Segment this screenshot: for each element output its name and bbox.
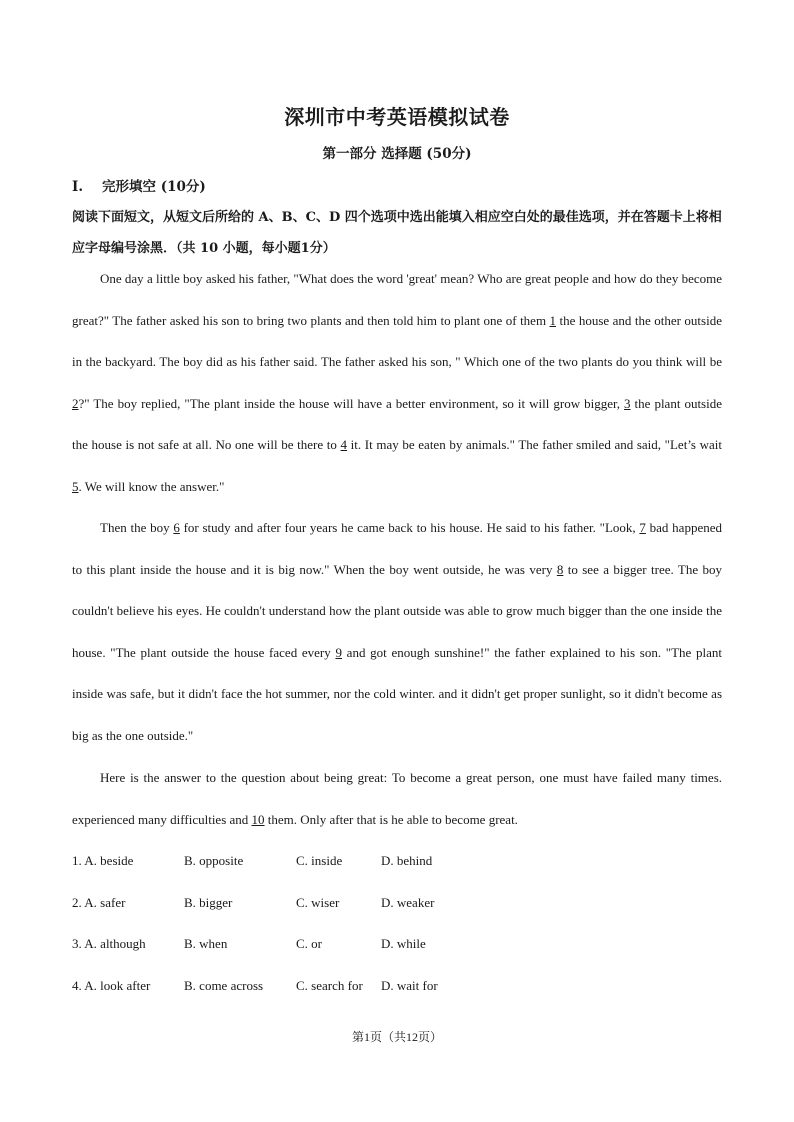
passage-text: and got enough sunshine!" the father explained to his son. "The plant inside was safe, but it didn't face the hot summer, nor the cold winter. and it didn't get proper sunlight, so it didn't become as big as the one outside." [72, 644, 722, 743]
passage-text: ?" The boy replied, "The plant inside the house will have a better environment, so it will grow bigger, [78, 395, 625, 411]
option-d: D. weaker [381, 894, 435, 910]
blank-9: 9 [335, 644, 342, 660]
blank-4: 4 [340, 437, 348, 453]
passage-text: bad happened to this plant inside the house and it is big now." When the boy went outside, he was very [72, 520, 722, 577]
blank-2: 2 [72, 395, 79, 411]
option-c: C. or [296, 936, 322, 952]
option-b: B. opposite [184, 853, 244, 868]
option-a: 1. A. beside [72, 853, 134, 868]
section-label: 完形填空 (10分) [102, 179, 206, 195]
instructions: 阅读下面短文，从短文后所给的 A、B、C、D 四个选项中选出能填入相应空白处的最佳选项，并在答题卡上将相应字母编号涂黑．（共 10 小题，每小题1分） [72, 210, 722, 256]
blank-3: 3 [624, 395, 631, 411]
option-b: B. when [184, 936, 228, 952]
answer-options [72, 840, 461, 1006]
passage-text: Then the boy [100, 520, 174, 535]
option-c: C. wiser [296, 894, 340, 910]
option-d: D. behind [381, 853, 433, 868]
passage-text: Here is the answer to the question about being great: To become a great person, one must have failed many times. experienced many difficulties and [72, 770, 722, 827]
page-title: 深圳市中考英语模拟试卷 [284, 105, 510, 129]
blank-6: 6 [173, 520, 180, 535]
blank-1: 1 [549, 312, 557, 328]
part-heading: 第一部分 选择题 (50分) [322, 146, 472, 162]
passage-text: for study and after four years he came back to his house. He said to his father. "Look, [179, 520, 640, 535]
blank-5: 5 [72, 478, 79, 494]
passage-text: to see a bigger tree. The boy couldn't believe his eyes. He couldn't understand how the plant outside was able to grow much bigger than the one inside the house. "The plant outside the house faced every [72, 561, 722, 660]
passage-text: the house and the other outside in the backyard. The boy did as his father said. The father asked his son, " Which one of the two plants do you think will be [72, 312, 722, 370]
section-heading [72, 175, 206, 195]
passage-text: One day a little boy asked his father, "What does the word 'great' mean? Who are great people and how do they become great?" The father asked his son to bring two plants and then told him to plant one of them [72, 271, 722, 328]
option-d: D. while [381, 936, 426, 952]
option-c: C. inside [296, 853, 343, 868]
option-a: 2. A. safer [72, 894, 126, 910]
passage-paragraph-1 [72, 258, 722, 508]
passage-paragraph-2 [72, 507, 722, 757]
blank-7: 7 [639, 520, 646, 535]
question-1-options [72, 840, 461, 882]
passage-text: it. It may be eaten by animals." The father smiled and said, "Let’s wait [347, 437, 722, 453]
option-b: B. bigger [184, 894, 233, 910]
passage-text: the plant outside the house is not safe at all. No one will be there to [72, 395, 722, 453]
passage-paragraph-3 [72, 757, 722, 840]
option-a: 4. A. look after [72, 977, 151, 993]
option-b: B. come across [184, 977, 264, 993]
blank-8: 8 [556, 561, 564, 577]
passage-text: them. Only after that is he able to become great. [264, 811, 518, 827]
question-4-options [72, 965, 461, 1007]
question-3-options [72, 923, 461, 965]
blank-10: 10 [251, 811, 265, 827]
option-c: C. search for [296, 977, 363, 993]
page-footer: 第1页（共12页） [351, 1030, 442, 1044]
question-2-options [72, 882, 461, 924]
section-number: I. [72, 179, 84, 195]
passage-text: . We will know the answer." [78, 478, 225, 494]
option-a: 3. A. although [72, 936, 146, 952]
option-d: D. wait for [381, 977, 438, 993]
